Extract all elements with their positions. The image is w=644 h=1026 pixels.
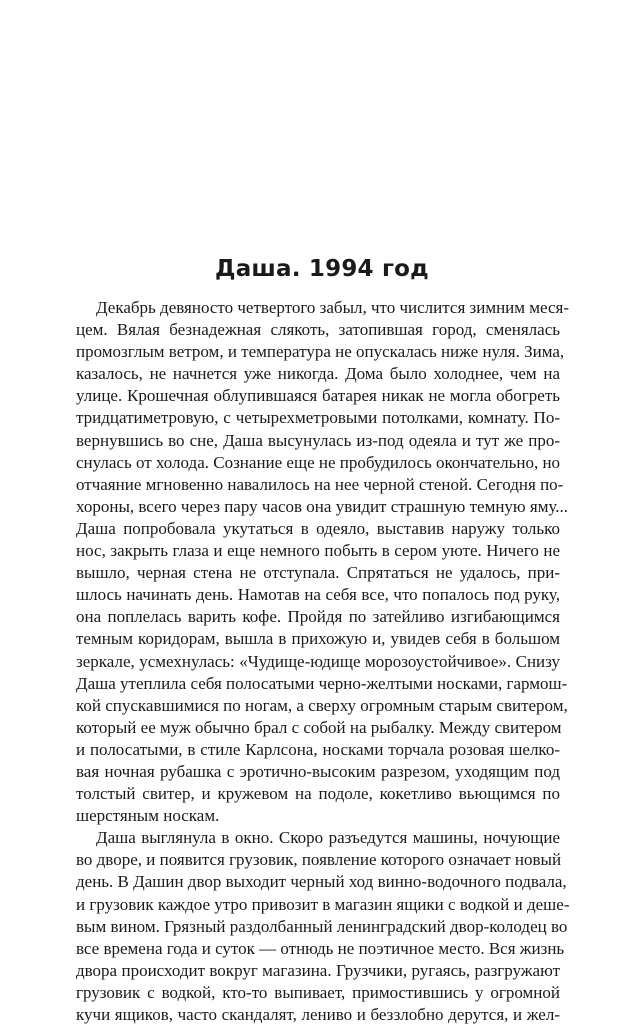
text-line: кой спускавшимися по ногам, а сверху огромным старым свитером,: [76, 695, 568, 715]
text-line: во дворе, и появится грузовик, появление которого означает новый: [76, 850, 562, 870]
text-line: она поплелась варить кофе. Пройдя по затейливо изгибающимся: [76, 607, 560, 627]
text-line: казалось, не начнется уже никогда. Дома было холоднее, чем на: [76, 364, 560, 384]
text-line: шерстяным носкам.: [76, 806, 220, 826]
paragraph: [76, 827, 570, 1026]
text-line: и грузовик каждое утро привозит в магазин ящики с водкой и деше-: [76, 894, 570, 914]
chapter-body: [76, 297, 570, 1026]
text-line: отчаяние мгновенно навалилось на нее черной стеной. Сегодня по-: [76, 474, 564, 494]
text-line: хороны, всего через пару часов она увидит страшную темную яму...: [76, 496, 569, 516]
text-line: вым вином. Грязный раздолбанный ленинградский двор-колодец во: [76, 916, 568, 936]
text-line: вая ночная рубашка с эротично-высоким разрезом, уходящим под: [76, 761, 560, 781]
text-line: нос, закрыть глаза и еще немного побыть в сером уюте. Ничего не: [76, 541, 560, 561]
text-line: зеркале, усмехнулась: «Чудище-юдище морозоустойчивое». Снизу: [76, 651, 560, 671]
text-line: шлось начинать день. Намотав на себя все, что попалось под руку,: [76, 585, 560, 605]
text-line: день. В Дашин двор выходит черный ход винно-водочного подвала,: [76, 872, 567, 892]
text-line: который ее муж обычно брал с собой на рыбалку. Между свитером: [76, 717, 562, 737]
text-line: цем. Вялая безнадежная слякоть, затопившая город, сменялась: [76, 320, 560, 340]
text-line: тридцатиметровую, с четырехметровыми потолками, комнату. По-: [76, 408, 560, 428]
text-line: промозглым ветром, и температура не опускалась ниже нуля. Зима,: [76, 342, 565, 362]
text-line: снулась от холода. Сознание еще не пробудилось окончательно, но: [76, 452, 561, 472]
text-line: двора происходит вокруг магазина. Грузчики, ругаясь, разгружают: [76, 960, 560, 980]
text-line: вернувшись во сне, Даша высунулась из-под одеяла и тут же про-: [76, 430, 560, 450]
paragraph: [76, 297, 570, 827]
text-line: грузовик с водкой, кто-то выпивает, примостившись у огромной: [76, 982, 560, 1002]
text-line: Даша утеплила себя полосатыми черно-желтыми носками, гармош-: [76, 673, 568, 693]
text-line: Даша попробовала укутаться в одеяло, выставив наружу только: [76, 518, 560, 538]
text-line: темным коридорам, вышла в прихожую и, увидев себя в большом: [76, 629, 560, 649]
chapter-title: Даша. 1994 год: [215, 256, 429, 282]
text-line: и полосатыми, в стиле Карлсона, носками торчала розовая шелко-: [76, 739, 560, 759]
text-line: толстый свитер, и кружевом на подоле, кокетливо вьющимся по: [76, 784, 560, 804]
text-line: Декабрь девяносто четвертого забыл, что числится зимним меся-: [96, 298, 570, 317]
text-line: все времена года и суток — отнюдь не поэтичное место. Вся жизнь: [76, 938, 565, 958]
text-line: вышло, черная стена не отступала. Спрятаться не удалось, при-: [76, 563, 560, 583]
text-line: Даша выглянула в окно. Скоро разъедутся машины, ночующие: [96, 828, 560, 848]
text-line: кучи ящиков, часто скандалят, лениво и беззлобно дерутся, и жел-: [76, 1005, 560, 1024]
text-line: улице. Крошечная облупившаяся батарея никак не могла обогреть: [76, 386, 560, 406]
